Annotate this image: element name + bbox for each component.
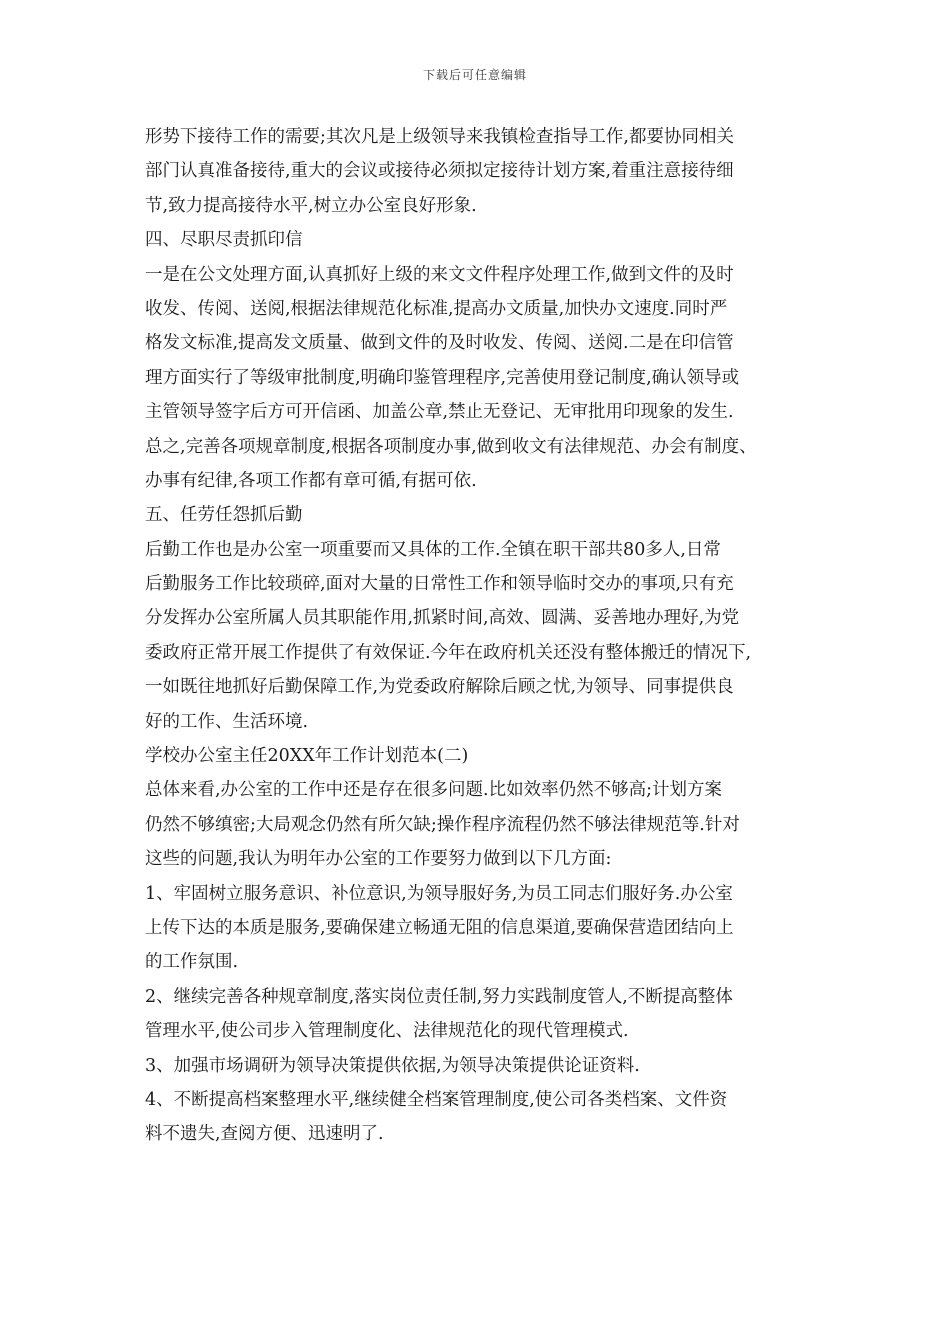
text-line: 料不遗失,查阅方便、迅速明了. <box>145 1124 384 1145</box>
text-line: 3、加强市场调研为领导决策提供依据,为领导决策提供论证资料. <box>145 1055 640 1076</box>
text-line: 主管领导签字后方可开信函、加盖公章,禁止无登记、无审批用印现象的发生. <box>145 402 734 423</box>
text-line: 4、不断提高档案整理水平,继续健全档案管理制度,使公司各类档案、文件资 <box>145 1089 728 1110</box>
text-line: 部门认真准备接待,重大的会议或接待必须拟定接待计划方案,着重注意接待细 <box>145 161 734 182</box>
text-line: 管理水平,使公司步入管理制度化、法律规范化的现代管理模式. <box>145 1021 629 1042</box>
text-line: 上传下达的本质是服务,要确保建立畅通无阻的信息渠道,要确保营造团结向上 <box>145 917 734 938</box>
header-note: 下载后可任意编辑 <box>422 68 527 82</box>
text-line: 总之,完善各项规章制度,根据各项制度办事,做到收文有法律规范、办会有制度、 <box>145 436 757 457</box>
section-heading: 五、任劳任怨抓后勤 <box>145 505 303 526</box>
text-line: 的工作氛围. <box>145 952 239 973</box>
text-line: 这些的问题,我认为明年办公室的工作要努力做到以下几方面: <box>145 849 612 870</box>
text-line: 节,致力提高接待水平,树立办公室良好形象. <box>145 195 477 216</box>
text-line: 形势下接待工作的需要;其次凡是上级领导来我镇检查指导工作,都要协同相关 <box>145 127 734 147</box>
text-line: 理方面实行了等级审批制度,明确印鉴管理程序,完善使用登记制度,确认领导或 <box>145 367 740 388</box>
text-line: 2、继续完善各种规章制度,落实岗位责任制,努力实践制度管人,不断提高整体 <box>145 986 733 1007</box>
document-subtitle: 学校办公室主任20XX年工作计划范本(二) <box>145 746 469 767</box>
text-line: 办事有纪律,各项工作都有章可循,有据可依. <box>145 470 477 491</box>
text-line: 一是在公文处理方面,认真抓好上级的来文文件程序处理工作,做到文件的及时 <box>145 264 734 285</box>
text-line: 1、牢固树立服务意识、补位意识,为领导服好务,为员工同志们服好务.办公室 <box>145 883 733 904</box>
text-line: 总体来看,办公室的工作中还是存在很多问题.比如效率仍然不够高;计划方案 <box>145 780 723 801</box>
document-body <box>145 120 825 1152</box>
text-line: 委政府正常开展工作提供了有效保证.今年在政府机关还没有整体搬迁的情况下, <box>145 642 752 663</box>
text-line: 后勤工作也是办公室一项重要而又具体的工作.全镇在职干部共80多人,日常 <box>145 539 721 560</box>
text-line: 收发、传阅、送阅,根据法律规范化标准,提高办文质量,加快办文速度.同时严 <box>145 298 728 319</box>
section-heading: 四、尽职尽责抓印信 <box>145 230 303 251</box>
text-line: 一如既往地抓好后勤保障工作,为党委政府解除后顾之忧,为领导、同事提供良 <box>145 677 734 698</box>
text-line: 后勤服务工作比较琐碎,面对大量的日常性工作和领导临时交办的事项,只有充 <box>145 574 734 595</box>
text-line: 好的工作、生活环境. <box>145 711 309 732</box>
text-line: 仍然不够缜密;大局观念仍然有所欠缺;操作程序流程仍然不够法律规范等.针对 <box>145 814 740 835</box>
text-line: 格发文标准,提高发文质量、做到文件的及时收发、传阅、送阅.二是在印信管 <box>145 333 734 354</box>
text-line: 分发挥办公室所属人员其职能作用,抓紧时间,高效、圆满、妥善地办理好,为党 <box>145 608 740 629</box>
